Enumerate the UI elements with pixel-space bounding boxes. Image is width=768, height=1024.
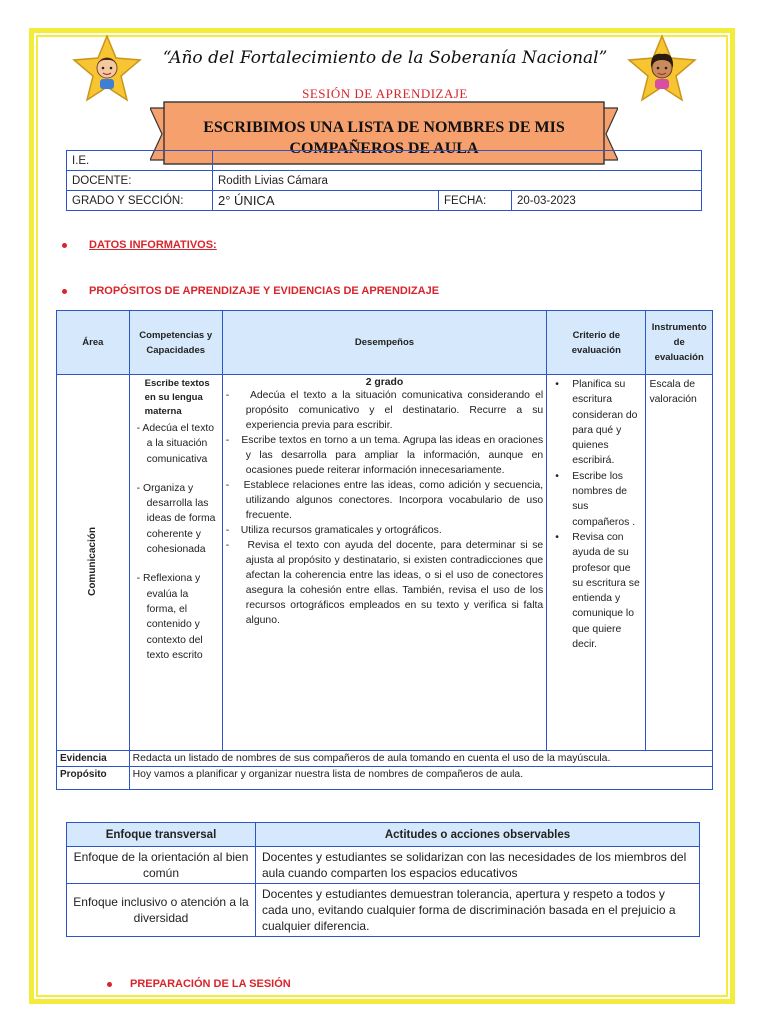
criterio-item: • Revisa con ayuda de su profesor que su escritura se entienda y comunique lo que quiere decir. bbox=[550, 530, 642, 652]
header-instrumento: Instrumento de evaluación bbox=[646, 311, 713, 375]
capacidad-item: - Organiza y desarrolla las ideas de forma coherente y cohesionada bbox=[136, 482, 216, 556]
section-propositos-label: PROPÓSITOS DE APRENDIZAJE Y EVIDENCIAS DE APRENDIZAJE bbox=[89, 285, 440, 297]
docente-label: DOCENTE: bbox=[67, 171, 213, 191]
header-competencias: Competencias y Capacidades bbox=[129, 311, 222, 375]
evidencia-row bbox=[57, 751, 713, 767]
info-row-docente bbox=[67, 171, 702, 191]
main-table-header bbox=[57, 311, 713, 375]
info-row-grado bbox=[67, 191, 702, 211]
header-area: Área bbox=[57, 311, 130, 375]
enfoque-table bbox=[66, 822, 700, 937]
criterios-list bbox=[550, 377, 642, 652]
session-type-title: SESIÓN DE APRENDIZAJE bbox=[302, 86, 468, 101]
grado-value: 2° ÚNICA bbox=[213, 191, 439, 211]
enfoque-name: Enfoque de la orientación al bien común bbox=[67, 847, 256, 884]
proposito-row bbox=[57, 767, 713, 790]
competencia-title: Escribe textos en su lengua materna bbox=[144, 378, 210, 417]
session-title-line1: ESCRIBIMOS UNA LISTA DE NOMBRES DE MIS bbox=[203, 119, 565, 136]
section-preparacion-label: PREPARACIÓN DE LA SESIÓN bbox=[130, 978, 291, 990]
section-datos-label: DATOS INFORMATIVOS: bbox=[89, 239, 217, 251]
desempenos-cell bbox=[222, 375, 546, 751]
desempeno-item: - Revisa el texto con ayuda del docente, para determinar si se ajusta al propósito y destinatario, si existen contradicciones que afectan la coherencia entre las ideas, o si el uso de conectores asegura la cohesión entre ellas. También, revisa el uso de los recursos ortográficos empleados en su texto y verifica si falta alguno. bbox=[225, 540, 544, 626]
desempeno-item: - Escribe textos en torno a un tema. Agrupa las ideas en oraciones y las desarrolla para ampliar la información, aunque en ocasiones puede reiterar información innecesariamente. bbox=[225, 435, 544, 476]
bullet-dot bbox=[107, 982, 112, 987]
header-actitudes: Actitudes o acciones observables bbox=[256, 823, 700, 847]
docente-value: Rodith Livias Cámara bbox=[213, 171, 702, 191]
fecha-value: 20-03-2023 bbox=[512, 191, 702, 211]
header-criterio: Criterio de evaluación bbox=[547, 311, 646, 375]
criterio-item: • Planifica su escritura consideran do para qué y quienes escribirá. bbox=[550, 377, 642, 469]
learning-purposes-table bbox=[56, 310, 713, 790]
criterio-item: • Escribe los nombres de sus compañeros . bbox=[550, 469, 642, 530]
evidencia-label: Evidencia bbox=[57, 751, 130, 767]
competencias-cell bbox=[129, 375, 222, 751]
grado-heading: 2 grado bbox=[365, 377, 404, 388]
section-preparacion bbox=[107, 978, 291, 990]
enfoque-name: Enfoque inclusivo o atención a la diversidad bbox=[67, 884, 256, 937]
area-label: Comunicación bbox=[87, 526, 99, 596]
capacidades-list bbox=[137, 421, 219, 663]
info-row-ie bbox=[67, 151, 702, 171]
enfoque-row bbox=[67, 884, 700, 937]
proposito-label: Propósito bbox=[57, 767, 130, 790]
enfoque-row bbox=[67, 847, 700, 884]
capacidad-item: - Reflexiona y evalúa la forma, el contenido y contexto del texto escrito bbox=[136, 573, 203, 661]
enfoque-header-row bbox=[67, 823, 700, 847]
header-desempenos: Desempeños bbox=[222, 311, 546, 375]
fecha-label: FECHA: bbox=[439, 191, 512, 211]
ie-label: I.E. bbox=[67, 151, 213, 171]
bullet-dot bbox=[62, 289, 67, 294]
enfoque-actitud: Docentes y estudiantes se solidarizan con las necesidades de los miembros del aula cuando comparten los espacios educativos bbox=[256, 847, 700, 884]
proposito-text: Hoy vamos a planificar y organizar nuestra lista de nombres de compañeros de aula. bbox=[129, 767, 712, 790]
enfoque-actitud: Docentes y estudiantes demuestran tolerancia, apertura y respeto a todos y cada uno, evitando cualquier forma de discriminación basada en el prejuicio a cualquier diferencia. bbox=[256, 884, 700, 937]
year-motto: “Año del Fortalecimiento de la Soberanía Nacional” bbox=[162, 48, 608, 68]
desempeno-item: - Utiliza recursos gramaticales y ortográficos. bbox=[225, 525, 442, 536]
desempeno-item: - Establece relaciones entre las ideas, como adición y secuencia, utilizando algunos conectores. Incorpora vocabulario de uso frecuente. bbox=[225, 480, 544, 521]
desempenos-list bbox=[226, 388, 543, 628]
desempeno-item: - Adecúa el texto a la situación comunicativa considerando el propósito comunicativo y el destinatario. Recurre a su experiencia previa para escribir. bbox=[225, 390, 544, 431]
section-propositos bbox=[62, 285, 439, 297]
ie-value bbox=[213, 151, 702, 171]
grado-label: GRADO Y SECCIÓN: bbox=[67, 191, 213, 211]
instrumento-cell: Escala de valoración bbox=[646, 375, 713, 751]
bullet-dot bbox=[62, 243, 67, 248]
section-datos bbox=[62, 239, 217, 251]
area-cell bbox=[57, 375, 130, 751]
evidencia-text: Redacta un listado de nombres de sus compañeros de aula tomando en cuenta el uso de la mayúscula. bbox=[129, 751, 712, 767]
main-table-row bbox=[57, 375, 713, 751]
header-enfoque: Enfoque transversal bbox=[67, 823, 256, 847]
star-boy-icon bbox=[72, 34, 142, 104]
info-table bbox=[66, 150, 702, 211]
star-girl-icon bbox=[627, 34, 697, 104]
capacidad-item: - Adecúa el texto a la situación comunicativa bbox=[136, 423, 215, 465]
session-title-line2: COMPAÑEROS DE AULA bbox=[289, 140, 479, 157]
criterio-cell bbox=[547, 375, 646, 751]
